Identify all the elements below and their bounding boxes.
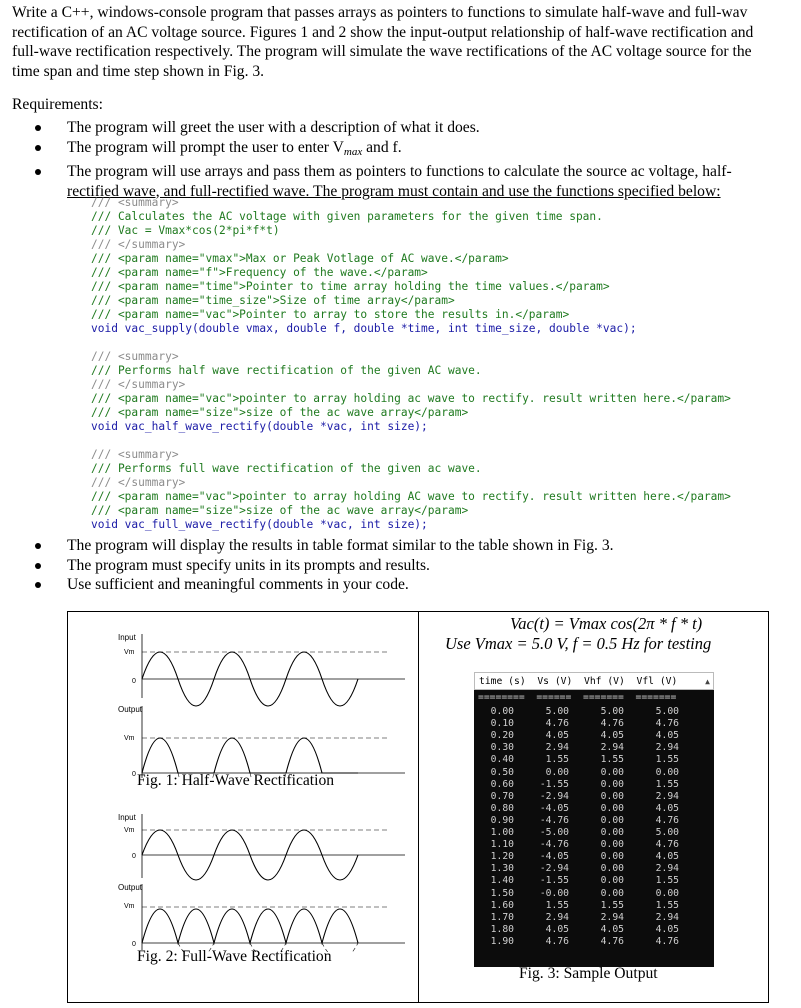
table-cell: 4.76 [655,935,679,947]
table-cell: 1.60 [490,899,514,911]
console-header [474,672,714,690]
table-cell: 4.05 [655,730,679,742]
code-line: /// Calculates the AC voltage with given parameters for the given time span. [91,210,603,223]
full-wave-output [142,909,358,943]
table-cell: 2.94 [545,742,569,754]
table-cell: 0.00 [600,887,624,899]
vm-label: Vm [124,649,135,656]
requirements-list-bottom [0,536,614,595]
bullet-icon [35,145,41,151]
scroll-up-icon[interactable]: ▲ [705,677,710,686]
table-cell: 2.94 [655,863,679,875]
table-cell: 1.55 [655,754,679,766]
table-cell: -2.94 [539,863,569,875]
code-line: /// </summary> [91,238,186,251]
table-cell: 4.76 [655,839,679,851]
table-cell: 1.55 [600,754,624,766]
code-line [91,336,731,350]
code-line: /// <param name="vac">pointer to array holding AC wave to rectify. result written here.</param> [91,490,731,503]
code-line: /// Performs full wave rectification of the given ac wave. [91,462,482,475]
input-label: Input [118,813,136,822]
bullet-icon [35,543,41,549]
table-row [474,875,714,887]
table-cell: 0.00 [600,875,624,887]
code-line [91,434,731,448]
table-cell: 0.80 [490,802,514,814]
table-row [474,742,714,754]
table-cell: -1.55 [539,875,569,887]
code-line: /// <param name="size">size of the ac wave array</param> [91,504,469,517]
table-cell: 4.76 [655,814,679,826]
table-cell: 0.00 [545,766,569,778]
table-cell: -4.76 [539,839,569,851]
table-cell: -1.55 [539,778,569,790]
table-cell: 0.60 [490,778,514,790]
code-line: void vac_supply(double vmax, double f, double *time, int time_size, double *vac); [91,322,637,335]
table-cell: 0.00 [490,706,514,718]
table-cell: 0.70 [490,790,514,802]
table-cell: 4.05 [655,851,679,863]
input-label: Input [118,633,136,642]
table-cell: 0.00 [655,887,679,899]
table-cell: 2.94 [655,790,679,802]
requirements-list-top [0,118,732,201]
bullet-icon [35,169,41,175]
table-row [474,851,714,863]
equation-vac: Vac(t) = Vmax cos(2π * f * t) [510,614,703,633]
code-line: /// Performs half wave rectification of the given AC wave. [91,364,482,377]
table-row [474,936,714,948]
table-cell: 0.10 [490,718,514,730]
code-line: /// <param name="f">Frequency of the wave.</param> [91,266,428,279]
header-vfl: Vfl (V) [636,676,678,687]
code-line: /// <summary> [91,350,179,363]
output-label: Output [118,883,143,892]
table-cell: 2.94 [655,911,679,923]
table-cell: 4.76 [655,718,679,730]
table-cell: 1.55 [655,778,679,790]
table-cell: 0.40 [490,754,514,766]
bullet-icon [35,563,41,569]
output-label: Output [118,705,143,714]
code-line: /// <param name="vac">Pointer to array to store the results in.</param> [91,308,570,321]
table-cell: 1.10 [490,839,514,851]
console-rows [474,706,714,948]
zero-label: 0 [132,771,136,778]
table-cell: 1.20 [490,851,514,863]
table-cell: 4.76 [600,935,624,947]
list-item: Use sufficient and meaningful comments in your code. [0,575,614,595]
table-row [474,912,714,924]
code-line: /// <summary> [91,196,179,209]
table-cell: 4.05 [655,802,679,814]
table-cell: 4.05 [545,923,569,935]
table-cell: -4.05 [539,802,569,814]
table-cell: 0.30 [490,742,514,754]
table-cell: 4.05 [655,923,679,935]
table-cell: 5.00 [655,706,679,718]
table-row [474,924,714,936]
list-item: The program will display the results in table format similar to the table shown in Fig. 3. [0,536,614,556]
table-cell: 0.00 [655,766,679,778]
table-row [474,730,714,742]
table-cell: 5.00 [655,827,679,839]
intro-paragraph [12,3,801,81]
table-row [474,779,714,791]
list-item: The program will greet the user with a description of what it does. [0,118,732,138]
half-wave-diagram [110,628,410,778]
table-cell: 0.50 [490,766,514,778]
table-cell: 4.76 [600,718,624,730]
table-row [474,718,714,730]
table-cell: 5.00 [545,706,569,718]
list-item-continued: rectified wave, and full-rectified wave. The program must contain and use the functions specified below: [67,182,721,200]
table-row [474,900,714,912]
table-cell: 2.94 [545,911,569,923]
table-row [474,767,714,779]
code-block [91,196,731,532]
table-cell: 2.94 [655,742,679,754]
table-cell: 2.94 [600,742,624,754]
table-cell: 4.05 [600,730,624,742]
table-cell: 0.00 [600,827,624,839]
vm-label: Vm [124,827,135,834]
list-item: The program will use arrays and pass them as pointers to functions to calculate the source ac voltage, half- [0,162,732,182]
table-cell: 0.00 [600,802,624,814]
table-row [474,888,714,900]
intro-line: rectification of an AC voltage source. Figures 1 and 2 show the input-output relationship of half-wave rectification and [12,23,754,41]
bullet-icon [35,582,41,588]
code-line: /// <summary> [91,448,179,461]
table-cell: 4.05 [545,730,569,742]
table-row [474,791,714,803]
table-cell: -4.05 [539,851,569,863]
list-item: The program will prompt the user to enter Vmax and f. [0,138,732,163]
table-cell: 5.00 [600,706,624,718]
intro-line: full-wave rectification respectively. The program will simulate the wave rectifications of the AC voltage source for the [12,43,752,60]
table-row [474,827,714,839]
half-wave-output [142,738,358,773]
table-cell: 0.90 [490,814,514,826]
figures-divider [418,611,419,1003]
code-line: /// Vac = Vmax*cos(2*pi*f*t) [91,224,280,237]
code-line: /// <param name="size">size of the ac wave array</param> [91,406,469,419]
requirements-title: Requirements: [12,96,103,113]
table-cell: 1.80 [490,923,514,935]
table-cell: 1.55 [655,875,679,887]
table-row [474,863,714,875]
table-cell: 1.40 [490,875,514,887]
bullet-icon [35,125,41,131]
table-cell: 0.00 [600,851,624,863]
table-row [474,803,714,815]
code-line: void vac_full_wave_rectify(double *vac, int size); [91,518,428,531]
equation-testing: Use Vmax = 5.0 V, f = 0.5 Hz for testing [445,634,712,653]
table-cell: -5.00 [539,827,569,839]
fig2-caption: Fig. 2: Full-Wave Rectification [137,948,332,965]
header-time: time (s) [479,676,526,687]
table-cell: 0.00 [600,814,624,826]
table-row [474,815,714,827]
table-cell: -4.76 [539,814,569,826]
table-cell: 0.00 [600,790,624,802]
table-row [474,754,714,766]
vm-label: Vm [124,735,135,742]
vm-label: Vm [124,903,135,910]
code-line: /// <param name="vmax">Max or Peak Votlage of AC wave.</param> [91,252,509,265]
code-line: /// </summary> [91,378,186,391]
table-cell: 1.90 [490,935,514,947]
table-cell: 1.55 [600,899,624,911]
table-row [474,706,714,718]
table-cell: 0.00 [600,863,624,875]
table-cell: 4.05 [600,923,624,935]
table-cell: 1.00 [490,827,514,839]
table-cell: 0.00 [600,766,624,778]
list-item: The program must specify units in its prompts and results. [0,556,614,576]
table-cell: 0.00 [600,778,624,790]
zero-label: 0 [132,678,136,685]
code-line: /// </summary> [91,476,186,489]
table-cell: -2.94 [539,790,569,802]
table-cell: 2.94 [600,911,624,923]
table-cell: 0.00 [600,839,624,851]
table-cell: 0.20 [490,730,514,742]
code-line: /// <param name="vac">pointer to array holding ac wave to rectify. result written here.</param> [91,392,731,405]
intro-line: time span and time step shown in Fig. 3. [12,62,265,80]
table-cell: 1.50 [490,887,514,899]
zero-label: 0 [132,941,136,948]
fig3-caption: Fig. 3: Sample Output [519,965,658,982]
full-wave-diagram [110,812,410,952]
table-cell: 1.55 [655,899,679,911]
header-vhf: Vhf (V) [584,676,625,687]
table-cell: 1.55 [545,899,569,911]
zero-label: 0 [132,853,136,860]
table-row [474,839,714,851]
table-cell: 4.76 [545,935,569,947]
table-cell: 1.55 [545,754,569,766]
code-line: /// <param name="time_size">Size of time array</param> [91,294,455,307]
table-cell: 1.70 [490,911,514,923]
console-window [474,672,714,967]
table-cell: 1.30 [490,863,514,875]
table-cell: 4.76 [545,718,569,730]
fig1-caption: Fig. 1: Half-Wave Rectification [137,772,335,789]
table-cell: -0.00 [539,887,569,899]
header-vs: Vs (V) [537,676,573,687]
code-line: /// <param name="time">Pointer to time array holding the time values.</param> [91,280,610,293]
intro-line: Write a C++, windows-console program that passes arrays as pointers to functions to simulate half-wave and full-wav [12,4,748,21]
code-line: void vac_half_wave_rectify(double *vac, int size); [91,420,428,433]
separator-row: ======== ====== ======= ======= [478,692,677,703]
